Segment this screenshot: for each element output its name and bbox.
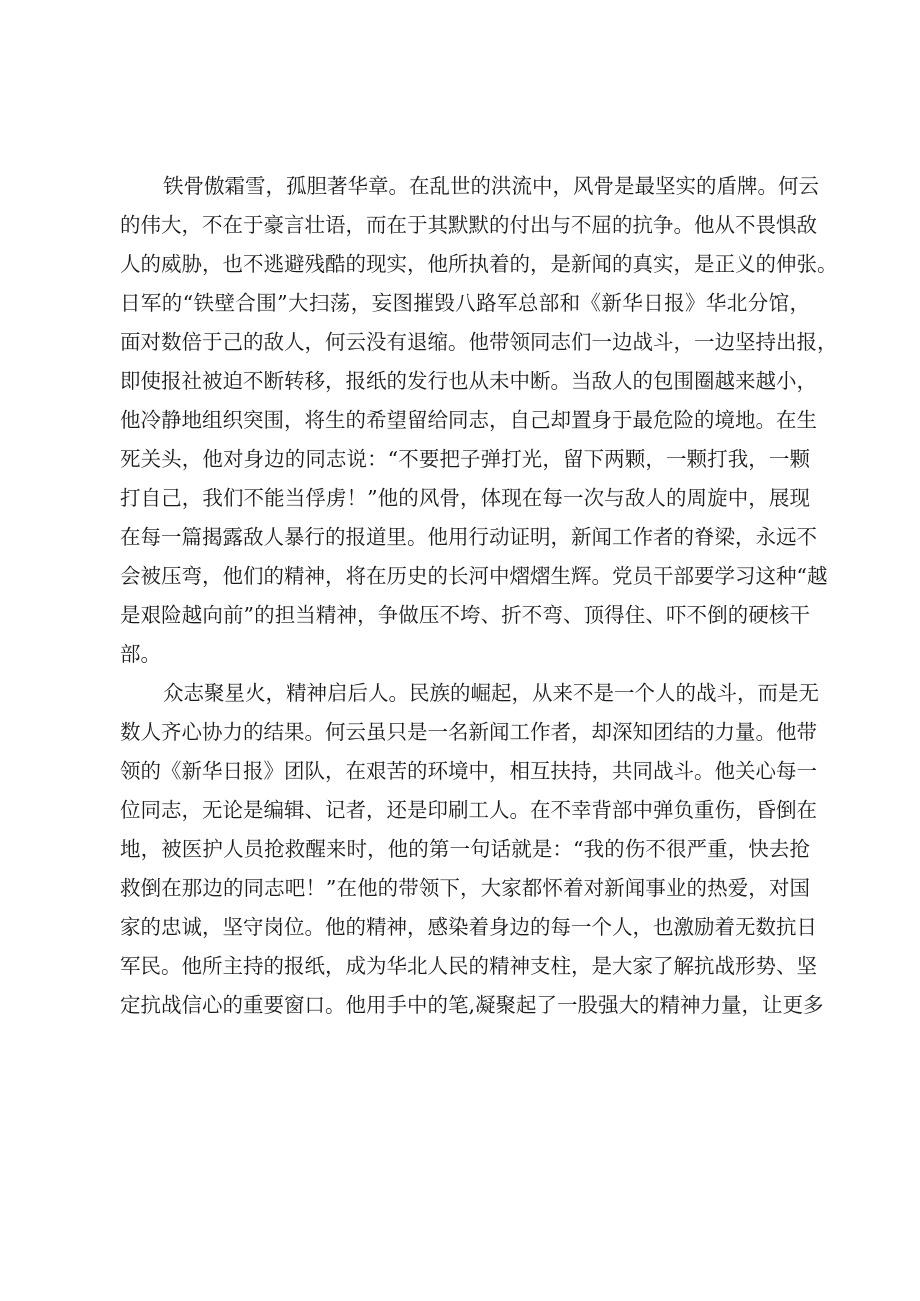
paragraph-line: 众志聚星火，精神启后人。民族的崛起，从来不是一个人的战斗，而是无 xyxy=(163,681,819,705)
paragraph-line: 会被压弯，他们的精神，将在历史的长河中熠熠生辉。党员干部要学习这种“越 xyxy=(120,564,828,588)
paragraph-line: 铁骨傲霜雪，孤胆著华章。在乱世的洪流中，风骨是最坚实的盾牌。何云 xyxy=(163,174,819,198)
paragraph-line: 救倒在那边的同志吧！”在他的带领下，大家都怀着对新闻事业的热爱，对国 xyxy=(120,876,810,900)
paragraph-line: 面对数倍于己的敌人，何云没有退缩。他带领同志们一边战斗，一边坚持出报， xyxy=(120,330,838,354)
paragraph-line: 是艰险越向前”的担当精神，争做压不垮、折不弯、顶得住、吓不倒的硬核干 xyxy=(120,603,810,627)
paragraph-line: 定抗战信心的重要窗口。他用手中的笔,凝聚起了一股强大的精神力量，让更多 xyxy=(120,993,824,1017)
paragraph-line: 在每一篇揭露敌人暴行的报道里。他用行动证明，新闻工作者的脊梁，永远不 xyxy=(120,525,817,549)
paragraph-line: 部。 xyxy=(120,642,161,666)
paragraph-line: 即使报社被迫不断转移，报纸的发行也从未中断。当敌人的包围圈越来越小， xyxy=(120,369,817,393)
paragraph-line: 家的忠诚，坚守岗位。他的精神，感染着身边的每一个人，也激励着无数抗日 xyxy=(120,915,817,939)
paragraph-line: 数人齐心协力的结果。何云虽只是一名新闻工作者，却深知团结的力量。他带 xyxy=(120,720,817,744)
paragraph-line: 的伟大，不在于豪言壮语，而在于其默默的付出与不屈的抗争。他从不畏惧敌 xyxy=(120,213,817,237)
paragraph-line: 打自己，我们不能当俘虏！”他的风骨，体现在每一次与敌人的周旋中，展现 xyxy=(120,486,810,510)
paragraph-line: 地，被医护人员抢救醒来时，他的第一句话就是：“我的伤不很严重，快去抢 xyxy=(120,837,810,861)
paragraph-line: 日军的“铁壁合围”大扫荡，妄图摧毁八路军总部和《新华日报》华北分馆， xyxy=(120,291,810,315)
paragraph-line: 人的威胁，也不逃避残酷的现实，他所执着的，是新闻的真实，是正义的伸张。 xyxy=(120,252,838,276)
paragraph-line: 他冷静地组织突围，将生的希望留给同志，自己却置身于最危险的境地。在生 xyxy=(120,408,817,432)
paragraph-line: 领的《新华日报》团队，在艰苦的环境中，相互扶持，共同战斗。他关心每一 xyxy=(120,759,817,783)
paragraph-line: 死关头，他对身边的同志说：“不要把子弹打光，留下两颗，一颗打我，一颗 xyxy=(120,447,810,471)
document-body xyxy=(120,167,838,1025)
paragraph-united-spirit xyxy=(120,674,824,1025)
paragraph-line: 位同志，无论是编辑、记者，还是印刷工人。在不幸背部中弹负重伤，昏倒在 xyxy=(120,798,817,822)
paragraph-iron-bones xyxy=(120,167,838,674)
paragraph-line: 军民。他所主持的报纸，成为华北人民的精神支柱，是大家了解抗战形势、坚 xyxy=(120,954,817,978)
